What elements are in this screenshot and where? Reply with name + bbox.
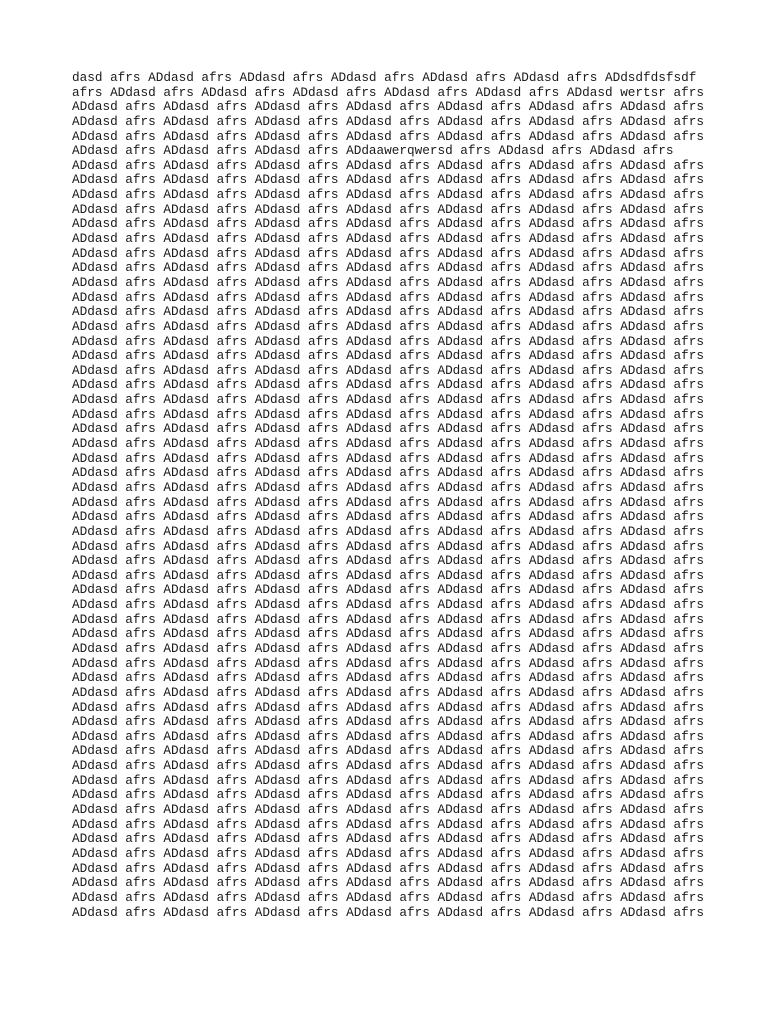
text-line: ADdasd afrs ADdasd afrs ADdasd afrs ADdasd afrs ADdasd afrs ADdasd afrs ADdasd afrs [72,274,704,290]
text-line: ADdasd afrs ADdasd afrs ADdasd afrs ADdasd afrs ADdasd afrs ADdasd afrs ADdasd afrs [72,758,704,774]
text-line: ADdasd afrs ADdasd afrs ADdasd afrs ADdasd afrs ADdasd afrs ADdasd afrs ADdasd afrs [72,509,704,525]
text-line: ADdasd afrs ADdasd afrs ADdasd afrs ADdasd afrs ADdasd afrs ADdasd afrs ADdasd afrs [72,597,704,613]
text-line: ADdasd afrs ADdasd afrs ADdasd afrs ADdasd afrs ADdasd afrs ADdasd afrs ADdasd afrs [72,450,704,466]
text-line: ADdasd afrs ADdasd afrs ADdasd afrs ADdasd afrs ADdasd afrs ADdasd afrs ADdasd afrs [72,640,704,656]
text-line: ADdasd afrs ADdasd afrs ADdasd afrs ADdasd afrs ADdasd afrs ADdasd afrs ADdasd afrs [72,260,704,276]
text-line: ADdasd afrs ADdasd afrs ADdasd afrs ADdasd afrs ADdasd afrs ADdasd afrs ADdasd afrs [72,436,704,452]
text-line: ADdasd afrs ADdasd afrs ADdasd afrs ADdasd afrs ADdasd afrs ADdasd afrs ADdasd afrs [72,582,704,598]
text-line: ADdasd afrs ADdasd afrs ADdasd afrs ADdasd afrs ADdasd afrs ADdasd afrs ADdasd afrs [72,333,704,349]
text-line: ADdasd afrs ADdasd afrs ADdasd afrs ADdasd afrs ADdasd afrs ADdasd afrs ADdasd afrs [72,728,704,744]
text-line: ADdasd afrs ADdasd afrs ADdasd afrs ADdasd afrs ADdasd afrs ADdasd afrs ADdasd afrs [72,787,704,803]
text-line: ADdasd afrs ADdasd afrs ADdasd afrs ADdaawerqwersd afrs ADdasd afrs ADdasd afrs [72,143,674,159]
text-line: ADdasd afrs ADdasd afrs ADdasd afrs ADdasd afrs ADdasd afrs ADdasd afrs ADdasd afrs [72,860,704,876]
text-line: ADdasd afrs ADdasd afrs ADdasd afrs ADdasd afrs ADdasd afrs ADdasd afrs ADdasd afrs [72,904,704,920]
text-line: ADdasd afrs ADdasd afrs ADdasd afrs ADdasd afrs ADdasd afrs ADdasd afrs ADdasd afrs [72,845,704,861]
text-line: ADdasd afrs ADdasd afrs ADdasd afrs ADdasd afrs ADdasd afrs ADdasd afrs ADdasd afrs [72,318,704,334]
text-line: ADdasd afrs ADdasd afrs ADdasd afrs ADdasd afrs ADdasd afrs ADdasd afrs ADdasd afrs [72,465,704,481]
text-line: ADdasd afrs ADdasd afrs ADdasd afrs ADdasd afrs ADdasd afrs ADdasd afrs ADdasd afrs [72,201,704,217]
text-line: ADdasd afrs ADdasd afrs ADdasd afrs ADdasd afrs ADdasd afrs ADdasd afrs ADdasd afrs [72,743,704,759]
text-line: ADdasd afrs ADdasd afrs ADdasd afrs ADdasd afrs ADdasd afrs ADdasd afrs ADdasd afrs [72,113,704,129]
text-line: ADdasd afrs ADdasd afrs ADdasd afrs ADdasd afrs ADdasd afrs ADdasd afrs ADdasd afrs [72,772,704,788]
text-line: ADdasd afrs ADdasd afrs ADdasd afrs ADdasd afrs ADdasd afrs ADdasd afrs ADdasd afrs [72,714,704,730]
text-line: ADdasd afrs ADdasd afrs ADdasd afrs ADdasd afrs ADdasd afrs ADdasd afrs ADdasd afrs [72,875,704,891]
text-line: ADdasd afrs ADdasd afrs ADdasd afrs ADdasd afrs ADdasd afrs ADdasd afrs ADdasd afrs [72,626,704,642]
text-line: ADdasd afrs ADdasd afrs ADdasd afrs ADdasd afrs ADdasd afrs ADdasd afrs ADdasd afrs [72,231,704,247]
text-line: ADdasd afrs ADdasd afrs ADdasd afrs ADdasd afrs ADdasd afrs ADdasd afrs ADdasd afrs [72,187,704,203]
text-line: ADdasd afrs ADdasd afrs ADdasd afrs ADdasd afrs ADdasd afrs ADdasd afrs ADdasd afrs [72,816,704,832]
text-line: dasd afrs ADdasd afrs ADdasd afrs ADdasd afrs ADdasd afrs ADdasd afrs ADdsdfdsfsdf [72,70,697,85]
document-body-text [72,71,712,920]
text-line: ADdasd afrs ADdasd afrs ADdasd afrs ADdasd afrs ADdasd afrs ADdasd afrs ADdasd afrs [72,304,704,320]
text-line: ADdasd afrs ADdasd afrs ADdasd afrs ADdasd afrs ADdasd afrs ADdasd afrs ADdasd afrs [72,289,704,305]
text-line: ADdasd afrs ADdasd afrs ADdasd afrs ADdasd afrs ADdasd afrs ADdasd afrs ADdasd afrs [72,684,704,700]
text-line: ADdasd afrs ADdasd afrs ADdasd afrs ADdasd afrs ADdasd afrs ADdasd afrs ADdasd afrs [72,245,704,261]
text-line: ADdasd afrs ADdasd afrs ADdasd afrs ADdasd afrs ADdasd afrs ADdasd afrs ADdasd afrs [72,406,704,422]
text-line: ADdasd afrs ADdasd afrs ADdasd afrs ADdasd afrs ADdasd afrs ADdasd afrs ADdasd afrs [72,611,704,627]
text-line: ADdasd afrs ADdasd afrs ADdasd afrs ADdasd afrs ADdasd afrs ADdasd afrs ADdasd afrs [72,494,704,510]
text-line: ADdasd afrs ADdasd afrs ADdasd afrs ADdasd afrs ADdasd afrs ADdasd afrs ADdasd afrs [72,421,704,437]
text-line: ADdasd afrs ADdasd afrs ADdasd afrs ADdasd afrs ADdasd afrs ADdasd afrs ADdasd afrs [72,157,704,173]
text-line: ADdasd afrs ADdasd afrs ADdasd afrs ADdasd afrs ADdasd afrs ADdasd afrs ADdasd afrs [72,99,704,115]
text-line: ADdasd afrs ADdasd afrs ADdasd afrs ADdasd afrs ADdasd afrs ADdasd afrs ADdasd afrs [72,128,704,144]
text-line: ADdasd afrs ADdasd afrs ADdasd afrs ADdasd afrs ADdasd afrs ADdasd afrs ADdasd afrs [72,362,704,378]
text-line: ADdasd afrs ADdasd afrs ADdasd afrs ADdasd afrs ADdasd afrs ADdasd afrs ADdasd afrs [72,538,704,554]
text-line: ADdasd afrs ADdasd afrs ADdasd afrs ADdasd afrs ADdasd afrs ADdasd afrs ADdasd afrs [72,523,704,539]
text-line: ADdasd afrs ADdasd afrs ADdasd afrs ADdasd afrs ADdasd afrs ADdasd afrs ADdasd afrs [72,553,704,569]
text-line: ADdasd afrs ADdasd afrs ADdasd afrs ADdasd afrs ADdasd afrs ADdasd afrs ADdasd afrs [72,831,704,847]
text-line: ADdasd afrs ADdasd afrs ADdasd afrs ADdasd afrs ADdasd afrs ADdasd afrs ADdasd afrs [72,479,704,495]
text-line: ADdasd afrs ADdasd afrs ADdasd afrs ADdasd afrs ADdasd afrs ADdasd afrs ADdasd afrs [72,699,704,715]
text-line: ADdasd afrs ADdasd afrs ADdasd afrs ADdasd afrs ADdasd afrs ADdasd afrs ADdasd afrs [72,567,704,583]
text-line: ADdasd afrs ADdasd afrs ADdasd afrs ADdasd afrs ADdasd afrs ADdasd afrs ADdasd afrs [72,377,704,393]
text-line: ADdasd afrs ADdasd afrs ADdasd afrs ADdasd afrs ADdasd afrs ADdasd afrs ADdasd afrs [72,216,704,232]
text-line: ADdasd afrs ADdasd afrs ADdasd afrs ADdasd afrs ADdasd afrs ADdasd afrs ADdasd afrs [72,670,704,686]
text-line: ADdasd afrs ADdasd afrs ADdasd afrs ADdasd afrs ADdasd afrs ADdasd afrs ADdasd afrs [72,392,704,408]
text-line: ADdasd afrs ADdasd afrs ADdasd afrs ADdasd afrs ADdasd afrs ADdasd afrs ADdasd afrs [72,172,704,188]
text-line: ADdasd afrs ADdasd afrs ADdasd afrs ADdasd afrs ADdasd afrs ADdasd afrs ADdasd afrs [72,655,704,671]
text-line: afrs ADdasd afrs ADdasd afrs ADdasd afrs ADdasd afrs ADdasd afrs ADdasd wertsr afrs [72,84,704,100]
text-line: ADdasd afrs ADdasd afrs ADdasd afrs ADdasd afrs ADdasd afrs ADdasd afrs ADdasd afrs [72,802,704,818]
text-line: ADdasd afrs ADdasd afrs ADdasd afrs ADdasd afrs ADdasd afrs ADdasd afrs ADdasd afrs [72,348,704,364]
text-line: ADdasd afrs ADdasd afrs ADdasd afrs ADdasd afrs ADdasd afrs ADdasd afrs ADdasd afrs [72,889,704,905]
